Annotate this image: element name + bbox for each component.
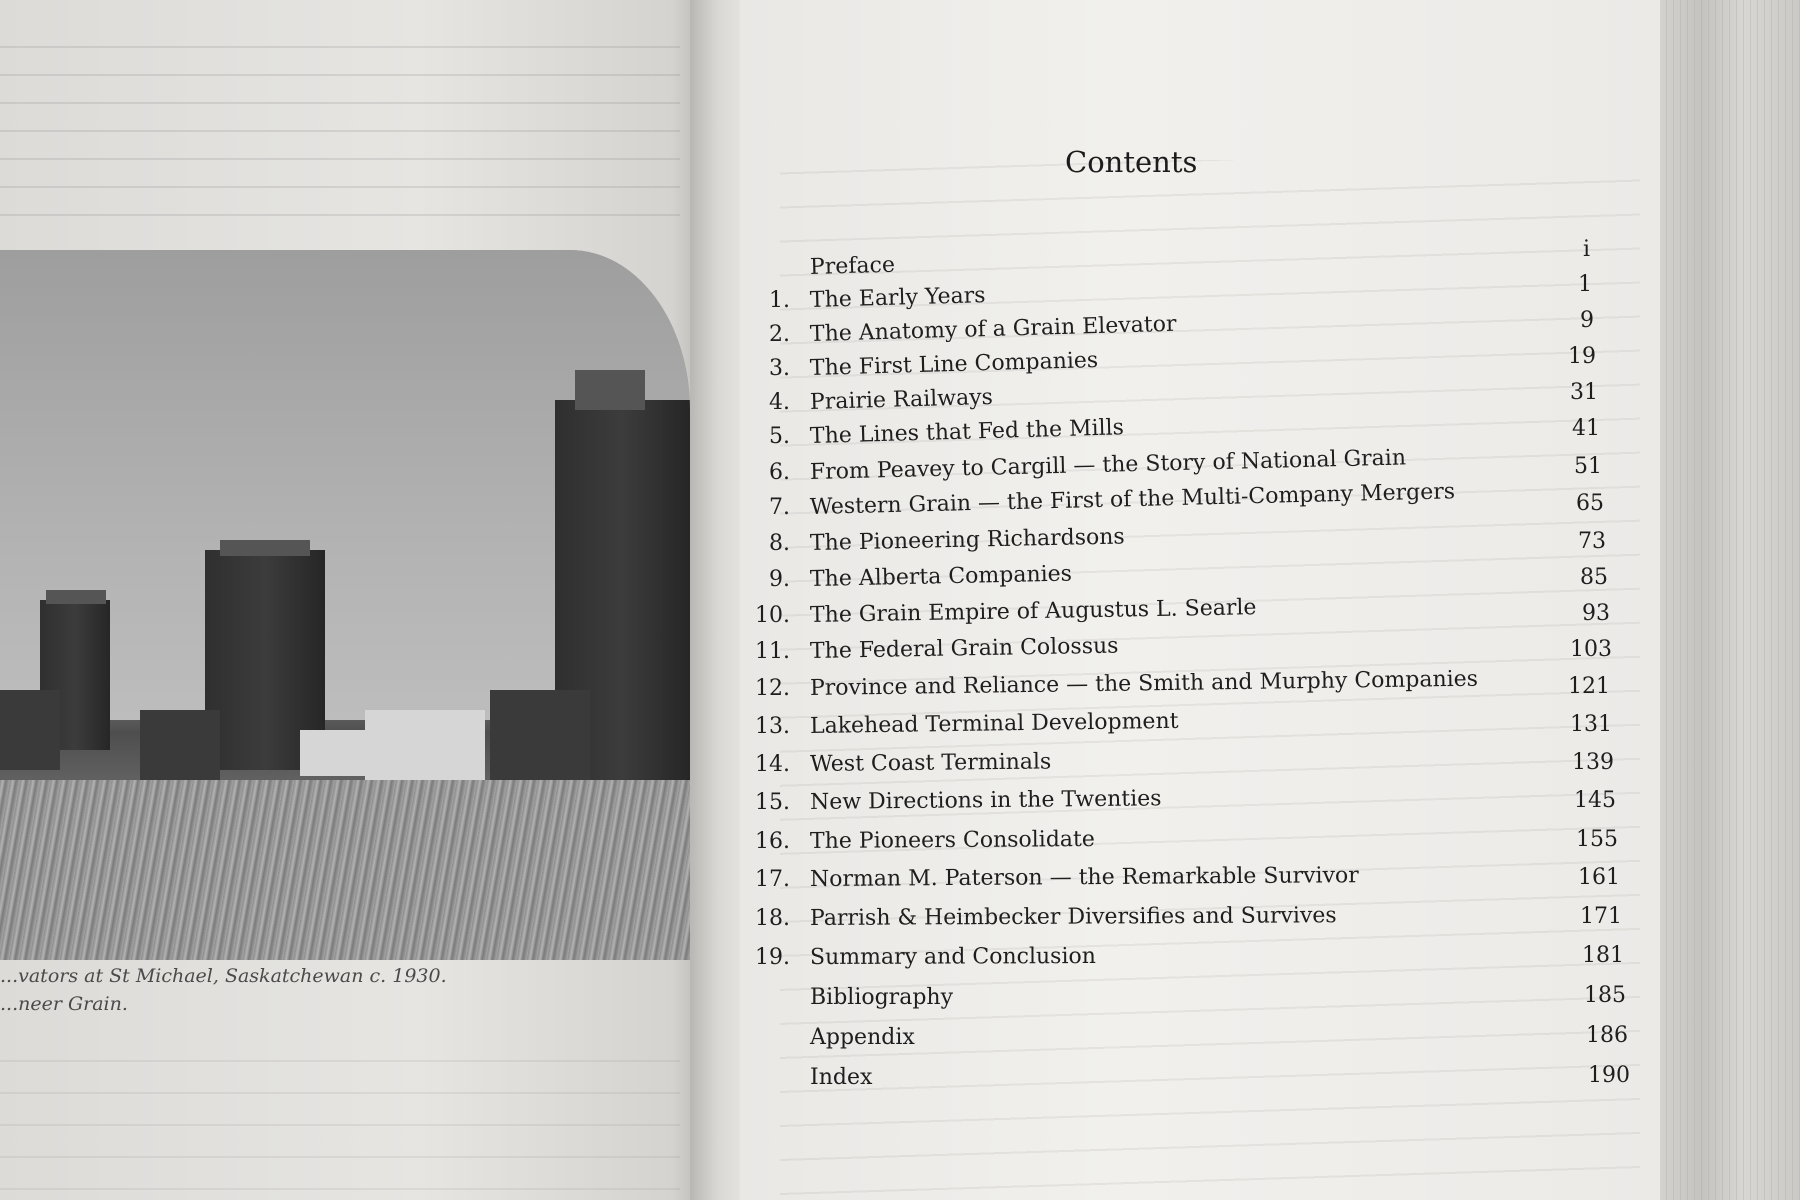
toc-entry: [740, 479, 1670, 529]
contents-heading: Contents: [1065, 145, 1198, 179]
toc-entry: [740, 272, 1670, 322]
left-page: [0, 0, 700, 1200]
toc-entry: [740, 903, 1670, 940]
toc-entry-title: The Federal Grain Colossus: [809, 633, 1119, 664]
toc-entry-number: 14.: [755, 752, 790, 777]
toc-entry-page: 145: [1574, 788, 1616, 813]
toc-entry-title: The Lines that Fed the Mills: [809, 415, 1125, 449]
toc-entry-title: Norman M. Paterson — the Remarkable Survivor: [809, 863, 1359, 892]
grain-elevators-photo: [0, 250, 690, 960]
toc-entry-title: Bibliography: [810, 985, 953, 1010]
toc-entry-title: The Anatomy of a Grain Elevator: [809, 311, 1177, 347]
bleed-through-text-lower: [0, 1030, 680, 1200]
toc-entry-title: From Peavey to Cargill — the Story of National Grain: [809, 445, 1407, 485]
photo-ground: [0, 780, 690, 960]
toc-entry: [740, 666, 1670, 710]
toc-entry-number: 18.: [755, 906, 790, 931]
toc-entry-page: 103: [1570, 637, 1612, 662]
toc-entry-page: 1: [1578, 272, 1592, 297]
elevator-2-roof: [220, 540, 310, 556]
toc-entry: [740, 786, 1670, 824]
elevator-3-roof: [575, 370, 645, 410]
toc-entry: [740, 863, 1670, 901]
toc-entry-title: The Pioneering Richardsons: [809, 524, 1125, 556]
caption-line-1: ...vators at St Michael, Saskatchewan c. 1930.: [0, 965, 447, 987]
toc-entry: [740, 708, 1670, 748]
toc-entry-title: Index: [810, 1065, 873, 1090]
toc-entry-page: 93: [1582, 601, 1610, 626]
toc-entry: [740, 1065, 1670, 1099]
toc-entry-page: 139: [1572, 750, 1614, 775]
toc-entry-page: i: [1582, 237, 1590, 262]
toc-entry-number: 9.: [769, 567, 790, 592]
toc-entry-page: 85: [1580, 565, 1608, 590]
toc-entry-page: 41: [1572, 416, 1600, 441]
toc-entry-page: 131: [1570, 712, 1612, 737]
toc-entry: [740, 945, 1670, 979]
toc-entry-number: 3.: [769, 356, 790, 381]
toc-entry-title: The Grain Empire of Augustus L. Searle: [809, 595, 1257, 628]
toc-entry-title: Preface: [809, 252, 896, 280]
toc-entry-title: West Coast Terminals: [809, 749, 1052, 777]
toc-entry-page: 65: [1576, 491, 1604, 516]
toc-entry: [740, 829, 1670, 863]
toc-entry-page: 161: [1578, 865, 1620, 890]
toc-entry-number: 11.: [755, 639, 790, 664]
toc-entry: [740, 1025, 1670, 1059]
toc-entry-number: 12.: [755, 676, 790, 701]
toc-entry-page: 190: [1588, 1063, 1630, 1088]
toc-entry-page: 31: [1570, 380, 1598, 405]
toc-entry: [740, 633, 1670, 673]
toc-entry-title: Lakehead Terminal Development: [809, 708, 1179, 739]
toc-entry-page: 155: [1576, 827, 1618, 852]
elevator-2-annex: [140, 710, 220, 780]
toc-entry: [740, 595, 1670, 637]
toc-entry: [740, 985, 1670, 1019]
toc-entry-title: The Pioneers Consolidate: [809, 827, 1095, 854]
toc-entry-title: New Directions in the Twenties: [809, 786, 1162, 815]
bleed-through-text: [0, 20, 680, 220]
elevator-1-roof: [46, 590, 106, 604]
photo-caption: [0, 962, 690, 1018]
toc-entry-title: Province and Reliance — the Smith and Murphy Companies: [809, 666, 1479, 701]
shed-2: [365, 710, 485, 780]
toc-entry: [740, 524, 1670, 565]
toc-entry-title: The Early Years: [809, 283, 986, 313]
toc-entry-number: 2.: [769, 322, 790, 347]
toc-entry-number: 15.: [755, 790, 790, 815]
toc-entry-number: 17.: [755, 867, 790, 892]
toc-entry-number: 5.: [769, 424, 790, 449]
toc-entry-number: 10.: [755, 603, 790, 628]
toc-entry-title: Prairie Railways: [809, 384, 994, 415]
toc-entry: [740, 344, 1670, 390]
toc-entry-page: 185: [1584, 983, 1626, 1008]
toc-entry-number: 4.: [769, 390, 790, 415]
toc-entry: [740, 237, 1670, 289]
toc-entry-number: 7.: [769, 495, 790, 520]
toc-entry: [740, 308, 1670, 356]
toc-entry-number: 1.: [769, 288, 790, 313]
page-stack-lines: [1660, 0, 1800, 1200]
toc-entry-number: 8.: [769, 531, 790, 556]
toc-entry-title: Parrish & Heimbecker Diversifies and Survives: [809, 903, 1337, 931]
toc-entry-title: The First Line Companies: [809, 347, 1099, 381]
toc-entry-page: 9: [1580, 308, 1594, 333]
toc-entry-page: 186: [1586, 1023, 1628, 1048]
toc-entry-page: 121: [1568, 674, 1610, 699]
toc-entry-number: 13.: [755, 714, 790, 739]
toc-entry-title: Summary and Conclusion: [809, 944, 1096, 970]
caption-line-2: ...neer Grain.: [0, 993, 128, 1015]
elevator-1-annex: [0, 690, 60, 770]
toc-entry: [740, 380, 1670, 424]
toc-entry-page: 181: [1582, 943, 1624, 968]
toc-entry-title: Appendix: [810, 1025, 915, 1050]
toc-entry-page: 19: [1568, 344, 1596, 369]
toc-entry-page: 171: [1580, 904, 1622, 929]
toc-entry-number: 19.: [755, 945, 790, 970]
toc-entry: [740, 749, 1670, 786]
toc-entry-number: 6.: [769, 460, 790, 485]
toc-entry-page: 51: [1574, 454, 1602, 479]
shed-1: [300, 730, 370, 776]
toc-entry-title: The Alberta Companies: [809, 561, 1073, 592]
toc-entry-page: 73: [1578, 529, 1606, 554]
table-of-contents: [740, 0, 1670, 1200]
toc-entry-number: 16.: [755, 829, 790, 854]
toc-entry-title: Western Grain — the First of the Multi-Company Mergers: [809, 479, 1456, 520]
